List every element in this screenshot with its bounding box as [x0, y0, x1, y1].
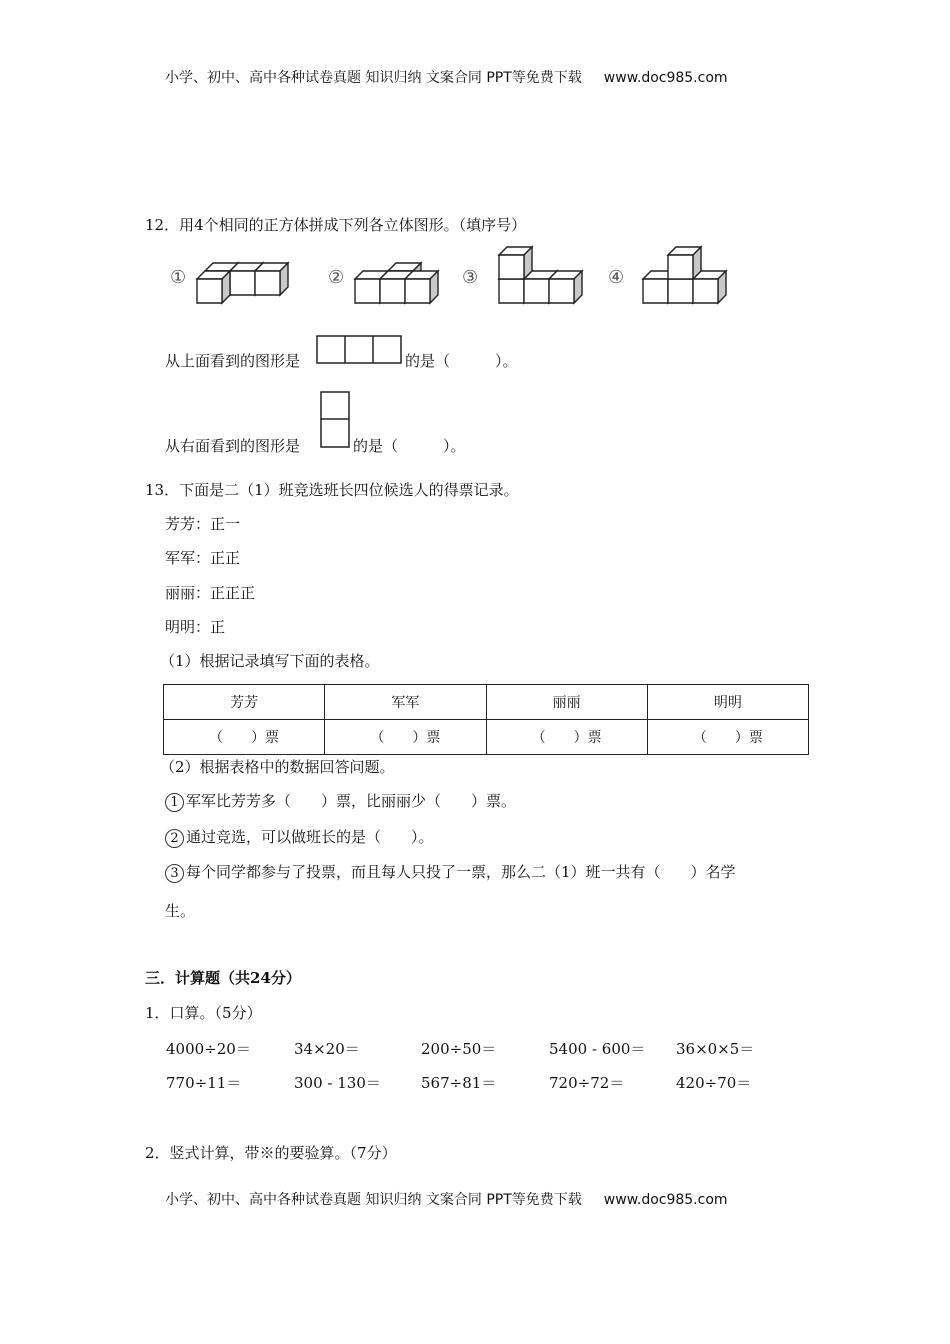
header-text: 小学、初中、高中各种试卷真题 知识归纳 文案合同 PPT等免费下载 — [165, 70, 582, 86]
table-header: 军军 — [325, 685, 486, 720]
math-problem: 5400 - 600＝ — [549, 1040, 646, 1058]
right-view-shape — [319, 391, 351, 449]
calc-q1-title: 1．口算。（5分） — [145, 1004, 262, 1022]
cube-front-face — [355, 279, 380, 303]
math-problem: 34×20＝ — [294, 1040, 360, 1058]
cube-front-face — [499, 279, 524, 303]
q12-line1-suffix: 的是（ ）。 — [405, 352, 518, 370]
math-problem: 36×0×5＝ — [676, 1040, 755, 1058]
q12-title: 12．用4个相同的正方体拼成下列各立体图形。（填序号） — [145, 216, 527, 234]
circled-number: 1 — [165, 793, 184, 812]
top-view-shape — [316, 335, 402, 365]
circled-number: 2 — [165, 829, 184, 848]
q12-line2-suffix: 的是（ ）。 — [353, 437, 466, 455]
cube-front-face — [380, 279, 405, 303]
question-2 — [165, 827, 434, 848]
cube-front-face — [693, 279, 718, 303]
q12-line1-prefix: 从上面看到的图形是 — [165, 352, 301, 370]
question-text: 每个同学都参与了投票，而且每人只投了一票，那么二（1）班一共有（ ）名学 — [186, 863, 736, 881]
question-text: 军军比芳芳多（ ）票，比丽丽少（ ）票。 — [186, 792, 517, 810]
footer-text: 小学、初中、高中各种试卷真题 知识归纳 文案合同 PPT等免费下载 — [165, 1192, 582, 1208]
question-1 — [165, 791, 516, 812]
q13-title: 13．下面是二（1）班竞选班长四位候选人的得票记录。 — [145, 481, 519, 499]
table-cell: （ ）票 — [325, 720, 486, 755]
table-header: 丽丽 — [486, 685, 647, 720]
math-problem: 300 - 130＝ — [294, 1074, 381, 1092]
table-header: 明明 — [647, 685, 808, 720]
question-3 — [165, 862, 736, 883]
table-row — [164, 720, 809, 755]
record-lili: 丽丽：正正正 — [165, 584, 256, 602]
math-problem: 200÷50＝ — [421, 1040, 497, 1058]
table-cell: （ ）票 — [486, 720, 647, 755]
record-fangfang: 芳芳：正一 — [165, 515, 241, 533]
record-junjun: 军军：正正 — [165, 549, 241, 567]
cube-front-face — [499, 255, 524, 279]
table-cell: （ ）票 — [164, 720, 325, 755]
cube-front-face — [405, 279, 430, 303]
math-problem: 4000÷20＝ — [166, 1040, 251, 1058]
q12-line2-prefix: 从右面看到的图形是 — [165, 437, 301, 455]
table-cell: （ ）票 — [647, 720, 808, 755]
table-header-row — [164, 685, 809, 720]
votes-table — [163, 684, 809, 755]
math-problem: 420÷70＝ — [676, 1074, 752, 1092]
cube-front-face — [524, 279, 549, 303]
question-3-continued: 生。 — [165, 902, 196, 920]
header-link[interactable]: www.doc985.com — [603, 70, 728, 86]
cube-front-face — [255, 271, 280, 295]
figure-label-4: ④ — [608, 267, 625, 288]
math-problem: 567÷81＝ — [421, 1074, 497, 1092]
cube-front-face — [549, 279, 574, 303]
page-footer — [165, 1190, 728, 1210]
cube-figures — [0, 0, 950, 320]
cube-front-face — [230, 271, 255, 295]
footer-link[interactable]: www.doc985.com — [603, 1192, 728, 1208]
cube-front-face — [668, 255, 693, 279]
figure-label-3: ③ — [462, 267, 479, 288]
q13-part1: （1）根据记录填写下面的表格。 — [160, 652, 380, 670]
math-problem: 770÷11＝ — [166, 1074, 242, 1092]
q13-part2: （2）根据表格中的数据回答问题。 — [160, 758, 395, 776]
record-mingming: 明明：正 — [165, 618, 226, 636]
cube-front-face — [668, 279, 693, 303]
figure-label-1: ① — [170, 267, 187, 288]
cube-front-face — [643, 279, 668, 303]
figure-label-2: ② — [328, 267, 345, 288]
calc-q2-title: 2．竖式计算，带※的要验算。（7分） — [145, 1144, 397, 1162]
question-text: 通过竞选，可以做班长的是（ ）。 — [186, 828, 434, 846]
math-problem: 720÷72＝ — [549, 1074, 625, 1092]
cube-front-face — [197, 279, 222, 303]
section-3-title: 三．计算题（共24分） — [145, 969, 301, 987]
circled-number: 3 — [165, 864, 184, 883]
table-header: 芳芳 — [164, 685, 325, 720]
